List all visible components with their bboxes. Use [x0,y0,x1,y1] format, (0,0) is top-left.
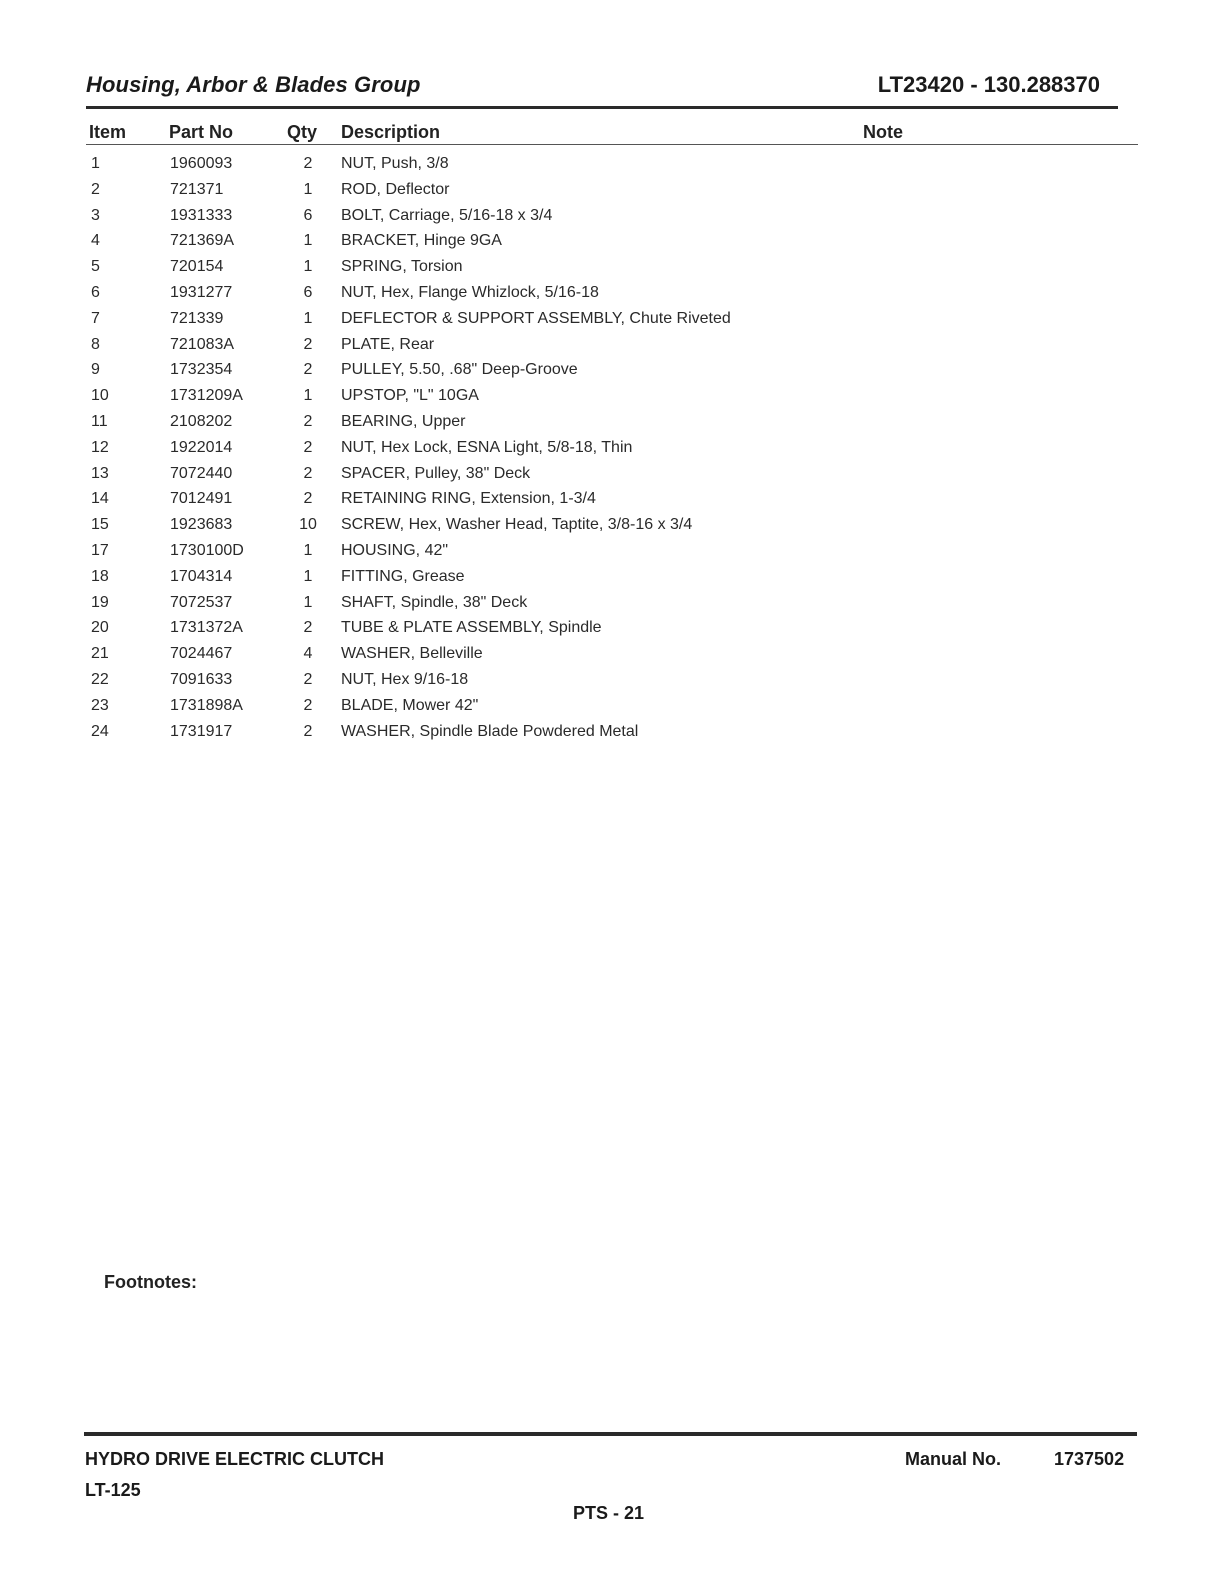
description: BLADE, Mower 42" [341,696,479,714]
footer-model: LT-125 [85,1480,141,1500]
quantity: 1 [303,541,313,559]
part-number: 721339 [170,309,224,327]
item-number: 3 [91,206,100,224]
description: NUT, Hex Lock, ESNA Light, 5/8-18, Thin [341,438,633,456]
item-number: 5 [91,258,100,276]
quantity: 2 [303,412,313,430]
item-number: 24 [91,722,109,740]
column-header-part-no: Part No [169,122,234,142]
part-number: 7012491 [170,490,233,508]
item-number: 15 [91,516,109,534]
item-number: 18 [91,567,109,585]
parts-list [86,155,1138,748]
part-number: 1732354 [170,361,233,379]
column-header-item: Item [89,122,127,142]
table-row [86,387,1138,413]
description: SCREW, Hex, Washer Head, Taptite, 3/8-16 x 3/4 [341,516,693,534]
table-row [86,310,1138,336]
quantity: 2 [303,619,313,637]
model-number: LT23420 - 130.288370 [877,72,1100,97]
table-row [86,181,1138,207]
part-number: 720154 [170,258,224,276]
description: BRACKET, Hinge 9GA [341,232,502,250]
quantity: 1 [303,180,313,198]
quantity: 2 [303,490,313,508]
quantity: 2 [303,361,313,379]
part-number: 1731898A [170,696,243,714]
table-row [86,232,1138,258]
quantity: 2 [303,696,313,714]
item-number: 19 [91,593,109,611]
quantity: 6 [303,206,313,224]
quantity: 2 [303,335,313,353]
column-header-description: Description [341,122,441,142]
table-row [86,671,1138,697]
table-row [86,207,1138,233]
item-number: 13 [91,464,109,482]
table-row [86,594,1138,620]
part-number: 7072537 [170,593,233,611]
footer-divider [84,1432,1137,1436]
quantity: 1 [303,232,313,250]
item-number: 17 [91,541,109,559]
quantity: 2 [303,722,313,740]
page-header [86,72,1118,109]
table-row [86,697,1138,723]
table-row [86,155,1138,181]
quantity: 1 [303,593,313,611]
item-number: 4 [91,232,100,250]
page-number: PTS - 21 [573,1503,645,1523]
part-number: 721371 [170,180,224,198]
item-number: 12 [91,438,109,456]
quantity: 1 [303,387,313,405]
table-row [86,413,1138,439]
part-number: 1731917 [170,722,233,740]
table-header [86,120,1138,145]
description: TUBE & PLATE ASSEMBLY, Spindle [341,619,602,637]
table-row [86,465,1138,491]
item-number: 8 [91,335,100,353]
table-row [86,490,1138,516]
table-row [86,645,1138,671]
quantity: 2 [303,464,313,482]
quantity: 6 [303,283,313,301]
item-number: 10 [91,387,109,405]
item-number: 11 [91,412,108,430]
table-row [86,542,1138,568]
quantity: 2 [303,155,313,172]
item-number: 1 [91,155,100,172]
section-title: Housing, Arbor & Blades Group [86,72,421,97]
table-row [86,439,1138,465]
quantity: 1 [303,567,313,585]
part-number: 7072440 [170,464,233,482]
item-number: 2 [91,180,100,198]
table-row [86,361,1138,387]
part-number: 1931333 [170,206,233,224]
quantity: 2 [303,670,313,688]
part-number: 1704314 [170,567,233,585]
description: BOLT, Carriage, 5/16-18 x 3/4 [341,206,553,224]
description: SPACER, Pulley, 38" Deck [341,464,531,482]
part-number: 1923683 [170,516,233,534]
part-number: 721369A [170,232,235,250]
description: SPRING, Torsion [341,258,463,276]
table-row [86,284,1138,310]
table-row [86,336,1138,362]
footnotes-label: Footnotes: [104,1272,197,1292]
part-number: 1730100D [170,541,244,559]
part-number: 2108202 [170,412,233,430]
item-number: 9 [91,361,100,379]
description: ROD, Deflector [341,180,450,198]
table-row [86,568,1138,594]
item-number: 21 [91,645,109,663]
item-number: 7 [91,309,100,327]
description: WASHER, Spindle Blade Powdered Metal [341,722,639,740]
description: WASHER, Belleville [341,645,483,663]
description: PLATE, Rear [341,335,435,353]
part-number: 1960093 [170,155,233,172]
item-number: 22 [91,670,109,688]
quantity: 4 [303,645,313,663]
table-row [86,723,1138,749]
quantity: 1 [303,309,313,327]
column-header-note: Note [863,122,903,142]
manual-number-label: Manual No. [905,1449,1002,1469]
description: NUT, Hex, Flange Whizlock, 5/16-18 [341,283,599,301]
item-number: 6 [91,283,100,301]
description: UPSTOP, "L" 10GA [341,387,479,405]
item-number: 23 [91,696,109,714]
part-number: 721083A [170,335,235,353]
description: PULLEY, 5.50, .68" Deep-Groove [341,361,578,379]
quantity: 2 [303,438,313,456]
footer-product-line: HYDRO DRIVE ELECTRIC CLUTCH [85,1449,385,1469]
item-number: 20 [91,619,109,637]
quantity: 1 [303,258,313,276]
part-number: 7024467 [170,645,233,663]
column-header-qty: Qty [287,122,318,142]
manual-number: 1737502 [1054,1449,1125,1469]
part-number: 7091633 [170,670,233,688]
description: NUT, Hex 9/16-18 [341,670,469,688]
description: BEARING, Upper [341,412,466,430]
part-number: 1731209A [170,387,243,405]
part-number: 1931277 [170,283,233,301]
table-row [86,258,1138,284]
part-number: 1922014 [170,438,233,456]
item-number: 14 [91,490,109,508]
table-row [86,516,1138,542]
description: HOUSING, 42" [341,541,449,559]
description: FITTING, Grease [341,567,465,585]
table-row [86,619,1138,645]
description: SHAFT, Spindle, 38" Deck [341,593,528,611]
quantity: 10 [299,516,317,534]
part-number: 1731372A [170,619,243,637]
description: RETAINING RING, Extension, 1-3/4 [341,490,596,508]
description: DEFLECTOR & SUPPORT ASSEMBLY, Chute Riveted [341,309,731,327]
description: NUT, Push, 3/8 [341,155,449,172]
